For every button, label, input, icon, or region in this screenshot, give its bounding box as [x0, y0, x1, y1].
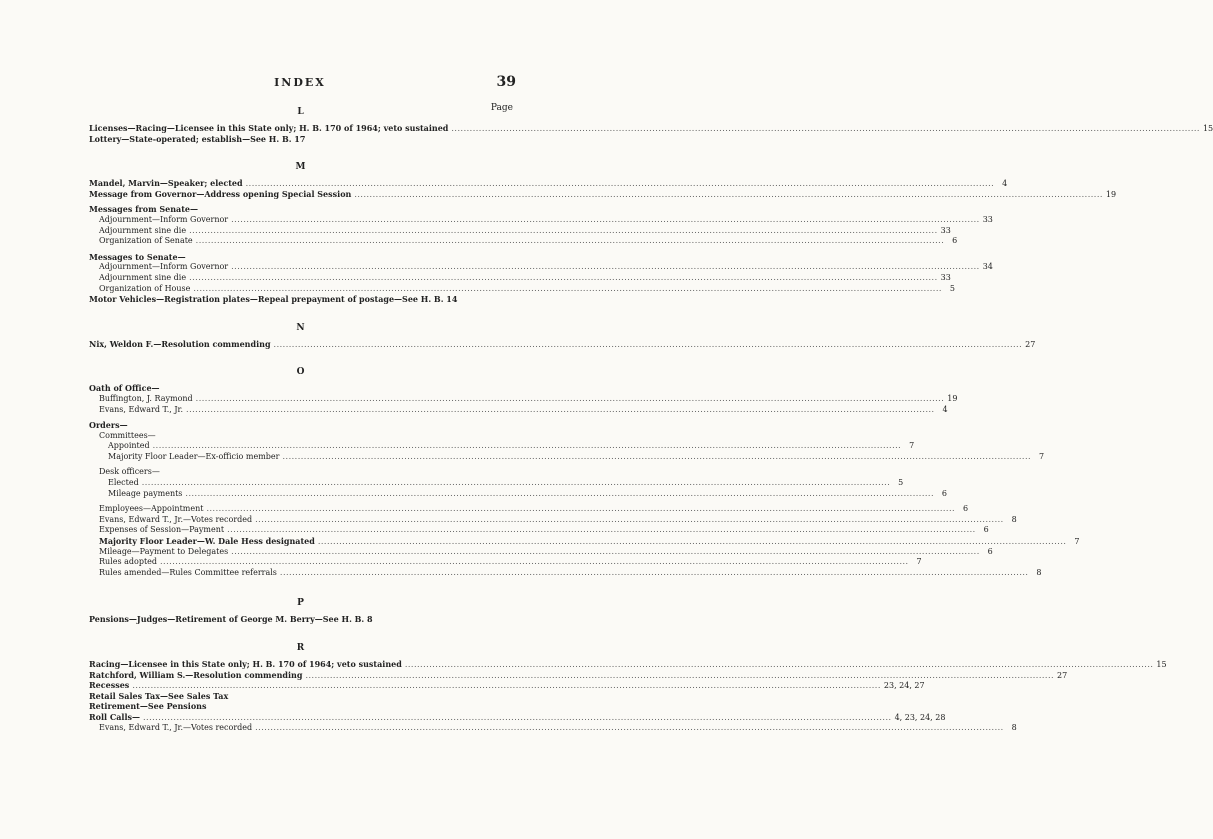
- leader-dots: [405, 660, 1154, 671]
- entry-text: Motor Vehicles—Registration plates—Repeal prepayment of postage—See H. B. 14: [89, 294, 458, 305]
- entry-text: Message from Governor—Address opening Special Session: [89, 188, 352, 199]
- entry-page: 6: [941, 488, 947, 498]
- index-subentry: [89, 478, 904, 489]
- index-subentry: [89, 441, 915, 452]
- entry-page: 33: [982, 214, 993, 224]
- entry-text: Evans, Edward T., Jr.—Votes recorded: [99, 514, 253, 524]
- leader-dots: [196, 394, 945, 405]
- entry-page: 27: [1057, 670, 1068, 680]
- leader-dots: [282, 452, 1031, 463]
- entry-text: Rules adopted: [99, 557, 158, 567]
- leader-dots: [193, 284, 942, 295]
- entry-page: 8: [1011, 722, 1017, 732]
- entry-text: Nix, Weldon F.—Resolution commending: [89, 338, 271, 349]
- entry-page: 5: [949, 283, 955, 293]
- index-subentry: [89, 567, 1042, 579]
- entry-page: 7: [1038, 451, 1045, 461]
- index-subentry: [89, 722, 1017, 734]
- entry-text: Organization of Senate: [99, 236, 193, 246]
- index-entry: [89, 420, 512, 431]
- section-letter-p: P: [297, 598, 304, 609]
- leader-dots: [231, 547, 980, 558]
- index-entry: [89, 204, 512, 215]
- entry-page: 23, 24, 27: [883, 681, 925, 691]
- section-letter-l: L: [297, 107, 304, 117]
- index-subentry: [89, 225, 951, 237]
- section-letter-m: M: [295, 162, 306, 173]
- index-subentry: [89, 557, 922, 568]
- entry-text: Pensions—Judges—Retirement of George M. Berry—See H. B. 8: [89, 614, 373, 625]
- entry-text: Retail Sales Tax—See Sales Tax: [89, 690, 229, 701]
- index-subentry: [89, 393, 958, 405]
- entry-text: Mileage payments: [108, 488, 183, 498]
- entry-page: 4: [1002, 179, 1008, 189]
- leader-dots: [186, 405, 935, 416]
- index-subentry: [89, 236, 958, 247]
- entry-page: 8: [1036, 567, 1042, 577]
- entry-text: Licenses—Racing—Licensee in this State only; H. B. 170 of 1964; veto sustained: [89, 123, 449, 133]
- index-entry: [89, 294, 512, 305]
- leader-dots: [185, 489, 934, 500]
- entry-page: 15: [1156, 660, 1167, 669]
- entry-text: Adjournment sine die: [99, 225, 187, 235]
- page-header: [0, 76, 600, 92]
- entry-text: Evans, Edward T., Jr.—Votes recorded: [99, 722, 253, 732]
- leader-dots: [246, 179, 995, 190]
- entry-text: Racing—Licensee in this State only; H. B. 170 of 1964; veto sustained: [89, 659, 402, 669]
- entry-heading: Oath of Office—: [89, 383, 160, 394]
- entry-page: 7: [1074, 537, 1080, 547]
- leader-dots: [305, 671, 1054, 682]
- index-entry: [89, 680, 925, 691]
- leader-dots: [231, 262, 980, 273]
- index-subentry: [89, 467, 512, 478]
- entry-text: Rules amended—Rules Committee referrals: [99, 567, 277, 577]
- leader-dots: [451, 124, 1200, 135]
- index-entry: [89, 614, 512, 625]
- leader-dots: [153, 441, 902, 452]
- entry-heading: Messages from Senate—: [89, 204, 199, 215]
- entry-text: Elected: [108, 478, 139, 488]
- index-subentry: [89, 514, 1017, 526]
- entry-page: 15: [1202, 124, 1213, 133]
- entry-text: Lottery—State-operated; establish—See H. B. 17: [89, 133, 306, 144]
- page-column-heading: Page: [490, 103, 513, 113]
- index-entry: [89, 383, 512, 394]
- leader-dots: [142, 478, 891, 489]
- index-subentry: [89, 451, 1045, 463]
- index-subentry: [89, 262, 993, 273]
- entry-page: 6: [952, 236, 958, 246]
- leader-dots: [280, 568, 1029, 579]
- index-subentry: [89, 504, 969, 515]
- entry-text: Appointed: [108, 441, 150, 451]
- entry-text: Mileage—Payment to Delegates: [99, 546, 229, 556]
- index-entry: [89, 188, 1117, 200]
- entry-text: Expenses of Session—Payment: [99, 525, 225, 535]
- index-entry: [89, 338, 1036, 350]
- leader-dots: [132, 681, 881, 692]
- section-letter-r: R: [296, 643, 305, 653]
- entry-page: 8: [1011, 514, 1017, 524]
- leader-dots: [274, 340, 1023, 351]
- index-subentry: [89, 431, 512, 442]
- entry-page: 6: [987, 546, 993, 556]
- entry-heading: Committees—: [99, 430, 156, 440]
- entry-page: 34: [982, 262, 993, 272]
- entry-text: Adjournment—Inform Governor: [99, 262, 229, 272]
- entry-page: 7: [916, 557, 922, 567]
- leader-dots: [255, 723, 1004, 734]
- section-letter-o: O: [296, 367, 305, 378]
- entry-page: 4, 23, 24, 28: [894, 712, 946, 722]
- index-entry: [89, 252, 512, 263]
- entry-text: Mandel, Marvin—Speaker; elected: [89, 178, 243, 189]
- entry-text: Ratchford, William S.—Resolution commending: [89, 669, 303, 680]
- leader-dots: [227, 525, 976, 536]
- leader-dots: [196, 236, 945, 247]
- leader-dots: [354, 190, 1103, 201]
- page-number: 39: [496, 74, 516, 90]
- leader-dots: [189, 226, 938, 237]
- entry-page: 27: [1025, 339, 1036, 349]
- entry-text: Organization of House: [99, 283, 191, 293]
- entry-text: Buffington, J. Raymond: [99, 393, 193, 403]
- entry-page: 19: [1105, 189, 1117, 199]
- index-subentry: [89, 404, 948, 416]
- leader-dots: [255, 515, 1004, 526]
- index-entry: [89, 669, 1068, 681]
- entry-text: Recesses: [89, 680, 130, 691]
- index-entry: [89, 711, 946, 723]
- entry-page: 7: [909, 441, 915, 451]
- entry-heading: Desk officers—: [99, 467, 160, 477]
- index-subentry: [89, 214, 993, 226]
- index-entry: [89, 691, 512, 702]
- leader-dots: [231, 215, 980, 226]
- index-content: [89, 100, 1213, 733]
- entry-page: 33: [940, 225, 951, 235]
- entry-page: 6: [983, 525, 989, 535]
- entry-text: Adjournment—Inform Governor: [99, 214, 229, 224]
- entry-heading: Messages to Senate—: [89, 251, 186, 262]
- leader-dots: [160, 557, 909, 568]
- entry-text: Majority Floor Leader—W. Dale Hess designated: [99, 536, 315, 547]
- page-title: INDEX: [274, 76, 326, 89]
- index-subentry: [89, 536, 1080, 547]
- entry-text: Adjournment sine die: [99, 272, 187, 282]
- entry-text: Roll Calls—: [89, 711, 140, 722]
- entry-page: 19: [947, 393, 958, 403]
- index-subentry: [89, 546, 993, 558]
- entry-text: Employees—Appointment: [99, 504, 204, 514]
- entry-page: 4: [942, 404, 948, 414]
- index-subentry: [89, 488, 947, 500]
- index-subentry: [89, 272, 951, 284]
- index-subentry: [89, 525, 989, 536]
- entry-page: 5: [898, 478, 904, 488]
- section-letter-n: N: [296, 322, 305, 333]
- entry-text: Majority Floor Leader—Ex-officio member: [108, 451, 280, 461]
- index-entry: [89, 659, 1167, 670]
- entry-page: 6: [962, 504, 969, 514]
- index-entry: [89, 701, 512, 712]
- index-entry: [89, 178, 1008, 189]
- index-entry: [89, 134, 512, 145]
- entry-page: 33: [940, 272, 951, 282]
- leader-dots: [189, 273, 938, 284]
- index-subentry: [89, 283, 955, 295]
- entry-heading: Orders—: [89, 420, 128, 431]
- index-entry: [89, 123, 1213, 134]
- entry-text: Evans, Edward T., Jr.: [99, 404, 184, 414]
- leader-dots: [206, 504, 955, 515]
- entry-text: Retirement—See Pensions: [89, 701, 207, 712]
